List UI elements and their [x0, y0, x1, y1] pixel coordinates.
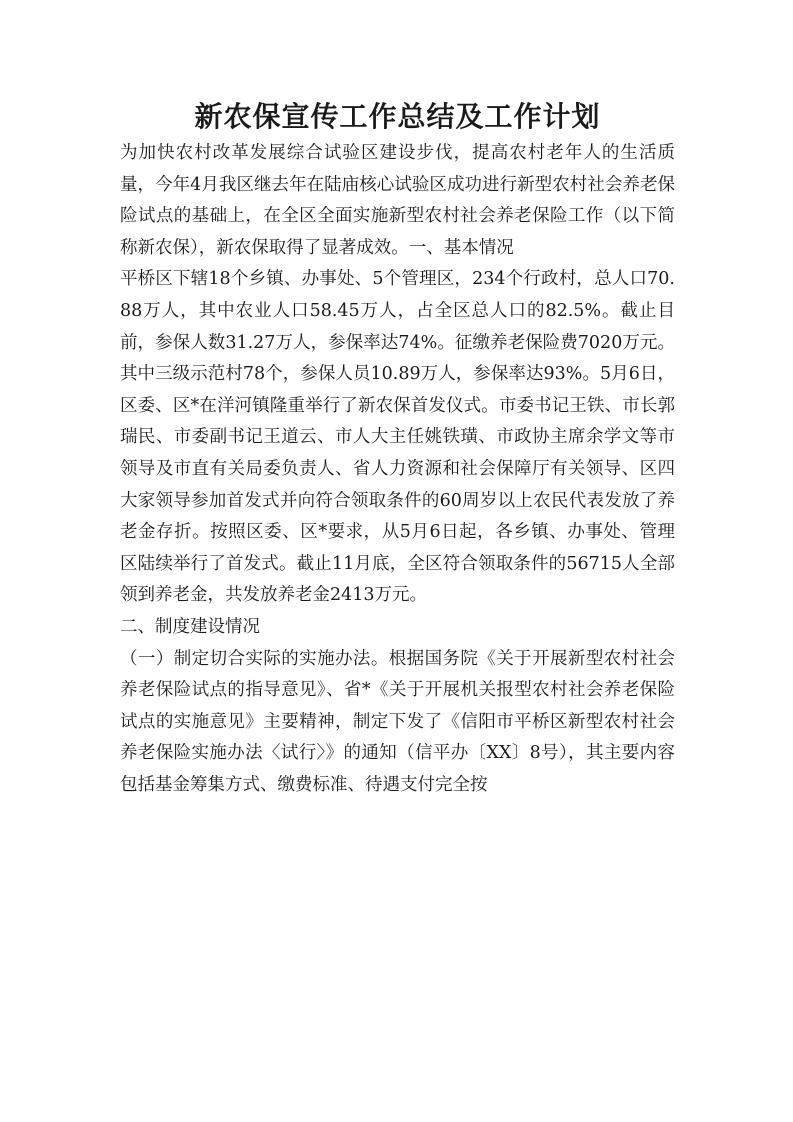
- paragraph-intro: 为加快农村改革发展综合试验区建设步伐，提高农村老年人的生活质量，今年4月我区继去年在陆庙核心试验区成功进行新型农村社会养老保险试点的基础上，在全区全面实施新型农村社会养老保险工作（以下简称新农保），新农保取得了显著成效。一、基本情况: [120, 143, 675, 258]
- paragraph-implementation-measures: （一）制定切合实际的实施办法。根据国务院《关于开展新型农村社会养老保险试点的指导意见》、省*《关于开展机关报型农村社会养老保险试点的实施意见》主要精神，制定下发了《信阳市平桥区新型农村社会养老保险实施办法〈试行〉》的通知（信平办〔XX〕8号），其主要内容包括基金筹集方式、缴费标准、待遇支付完全按: [120, 648, 675, 795]
- document-title: 新农保宣传工作总结及工作计划: [194, 100, 601, 133]
- paragraph-basic-situation: 平桥区下辖18个乡镇、办事处、5个管理区，234个行政村，总人口70.88万人，其中农业人口58.45万人，占全区总人口的82.5%。截止目前，参保人数31.27万人，参保率达74%。征缴养老保险费7020万元。其中三级示范村78个，参保人员10.89万人，参保率达93%。5月6日，区委、区*在洋河镇隆重举行了新农保首发仪式。市委书记王铁、市长郭瑞民、市委副书记王道云、市人大主任姚铁璜、市政协主席余学文等市领导及市直有关局委负责人、省人力资源和社会保障厅有关领导、区四大家领导参加首发式并向符合领取条件的60周岁以上农民代表发放了养老金存折。按照区委、区*要求，从5月6日起，各乡镇、办事处、管理区陆续举行了首发式。截止11月底，全区符合领取条件的56715人全部领到养老金，共发放养老金2413万元。: [120, 269, 675, 606]
- section-heading-system-construction: 二、制度建设情况: [120, 616, 260, 637]
